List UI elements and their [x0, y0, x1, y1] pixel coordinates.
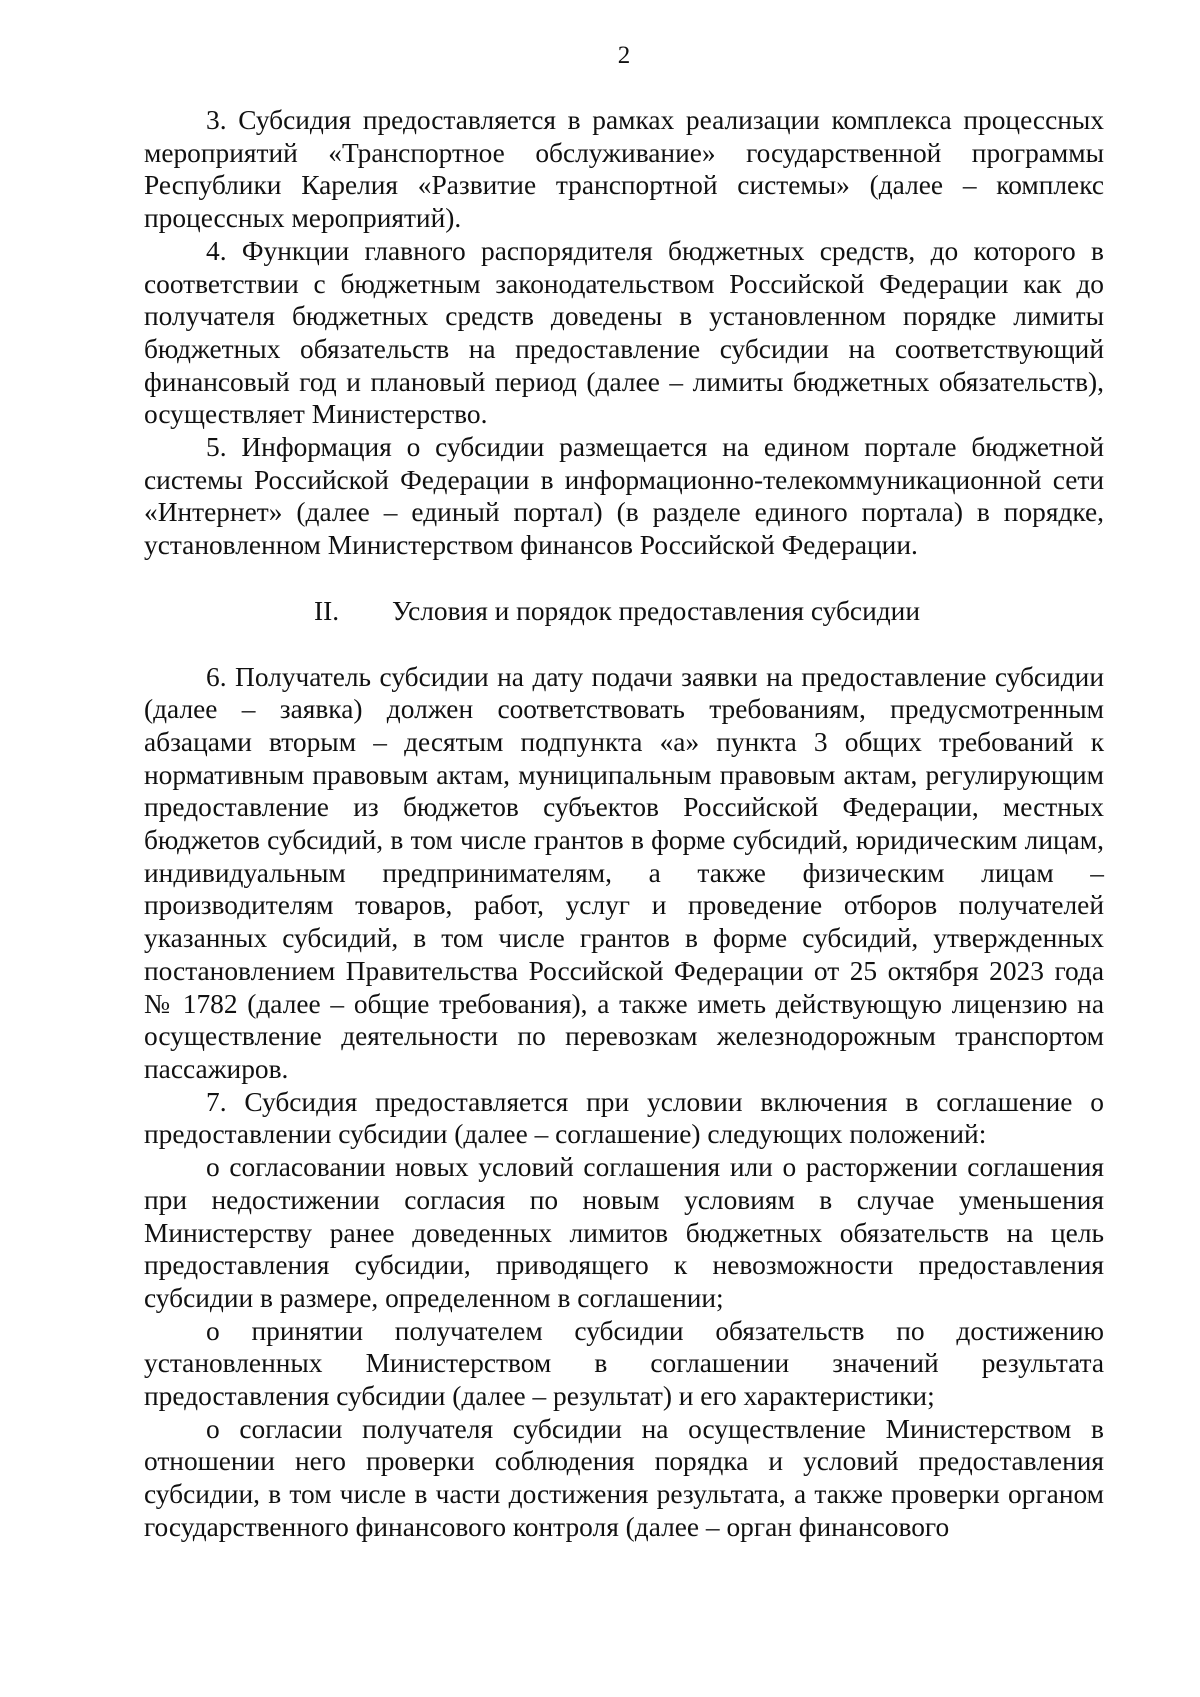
paragraph-7-item-3: о согласии получателя субсидии на осуществление Министерством в отношении него проверки соблюдения порядка и условий предоставления субсидии, в том числе в части достижения результата, а также проверки органом государственного финансового контроля (далее – орган финансового [144, 1413, 1104, 1542]
section-heading [144, 595, 1104, 628]
paragraph-7: 7. Субсидия предоставляется при условии включения в соглашение о предоставлении субсидии (далее – соглашение) следующих положений: [144, 1086, 1104, 1150]
section-title: Условия и порядок предоставления субсидии [392, 595, 920, 626]
paragraph-4: 4. Функции главного распорядителя бюджетных средств, до которого в соответствии с бюджетным законодательством Российской Федерации как до получателя бюджетных средств доведены в установленном порядке лимиты бюджетных обязательств на предоставление субсидии на соответствующий финансовый год и плановый период (далее – лимиты бюджетных обязательств), осуществляет Министерство. [144, 235, 1104, 430]
section-number: II. [314, 595, 340, 626]
page-number: 2 [617, 42, 631, 69]
document-body [144, 104, 1104, 1544]
paragraph-6: 6. Получатель субсидии на дату подачи заявки на предоставление субсидии (далее – заявка) должен соответствовать требованиям, предусмотренным абзацами вторым – десятым подпункта «а» пункта 3 общих требований к нормативным правовым актам, муниципальным правовым актам, регулирующим предоставление из бюджетов субъектов Российской Федерации, местных бюджетов субсидий, в том числе грантов в форме субсидий, юридическим лицам, индивидуальным предпринимателям, а также физическим лицам – производителям товаров, работ, услуг и проведение отборов получателей указанных субсидий, в том числе грантов в форме субсидий, утвержденных постановлением Правительства Российской Федерации от 25 октября 2023 года № 1782 (далее – общие требования), а также иметь действующую лицензию на осуществление деятельности по перевозкам железнодорожным транспортом пассажиров. [144, 661, 1104, 1084]
paragraph-7-item-2: о принятии получателем субсидии обязательств по достижению установленных Министерством в соглашении значений результата предоставления субсидии (далее – результат) и его характеристики; [144, 1315, 1104, 1412]
paragraph-7-item-1: о согласовании новых условий соглашения или о расторжении соглашения при недостижении согласия по новым условиям в случае уменьшения Министерству ранее доведенных лимитов бюджетных обязательств на цель предоставления субсидии, приводящего к невозможности предоставления субсидии в размере, определенном в соглашении; [144, 1152, 1104, 1313]
paragraph-5: 5. Информация о субсидии размещается на едином портале бюджетной системы Российской Федерации в информационно-телекоммуникационной сети «Интернет» (далее – единый портал) (в разделе единого портала) в порядке, установленном Министерством финансов Российской Федерации. [144, 432, 1104, 561]
paragraph-3: 3. Субсидия предоставляется в рамках реализации комплекса процессных мероприятий «Транспортное обслуживание» государственной программы Республики Карелия «Развитие транспортной системы» (далее – комплекс процессных мероприятий). [144, 105, 1104, 234]
